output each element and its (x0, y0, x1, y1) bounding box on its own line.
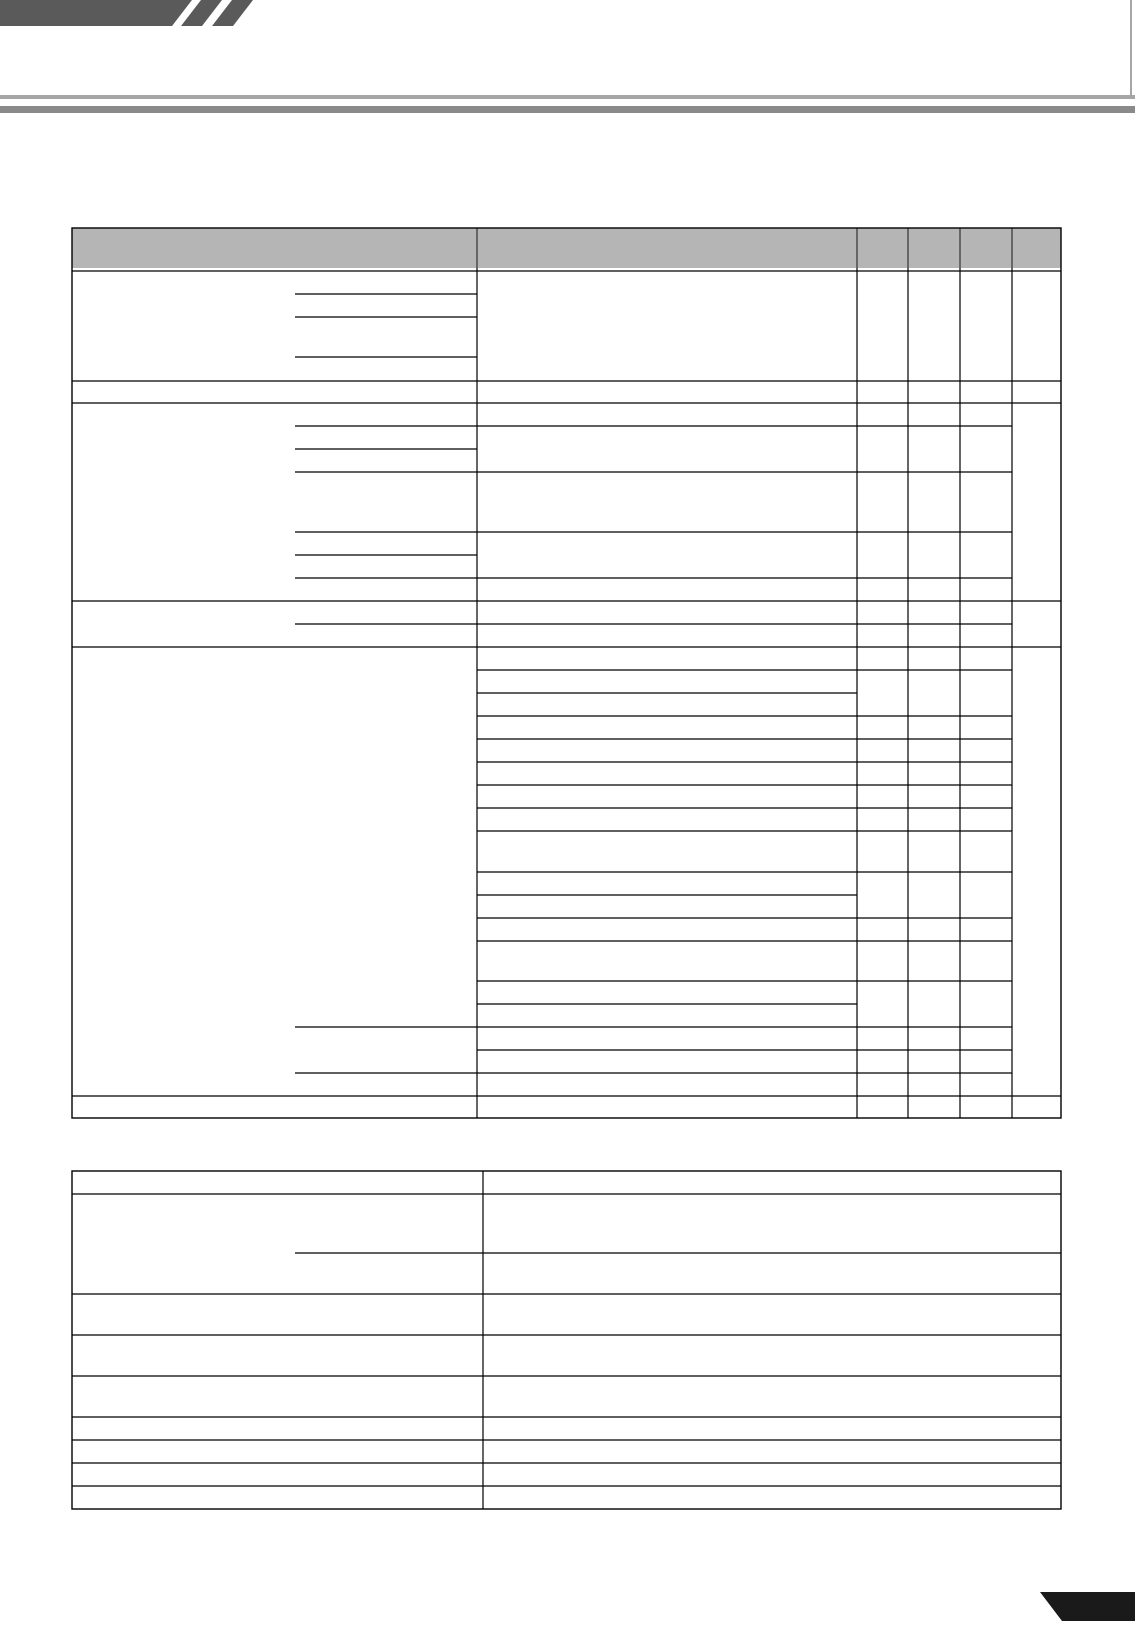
spec-table-border (72, 228, 1061, 1118)
spec-table-header (72, 228, 1061, 268)
page-tab-shape-icon (1040, 1592, 1135, 1621)
page-number-tab (1040, 1592, 1135, 1621)
info-table (72, 1171, 1061, 1509)
